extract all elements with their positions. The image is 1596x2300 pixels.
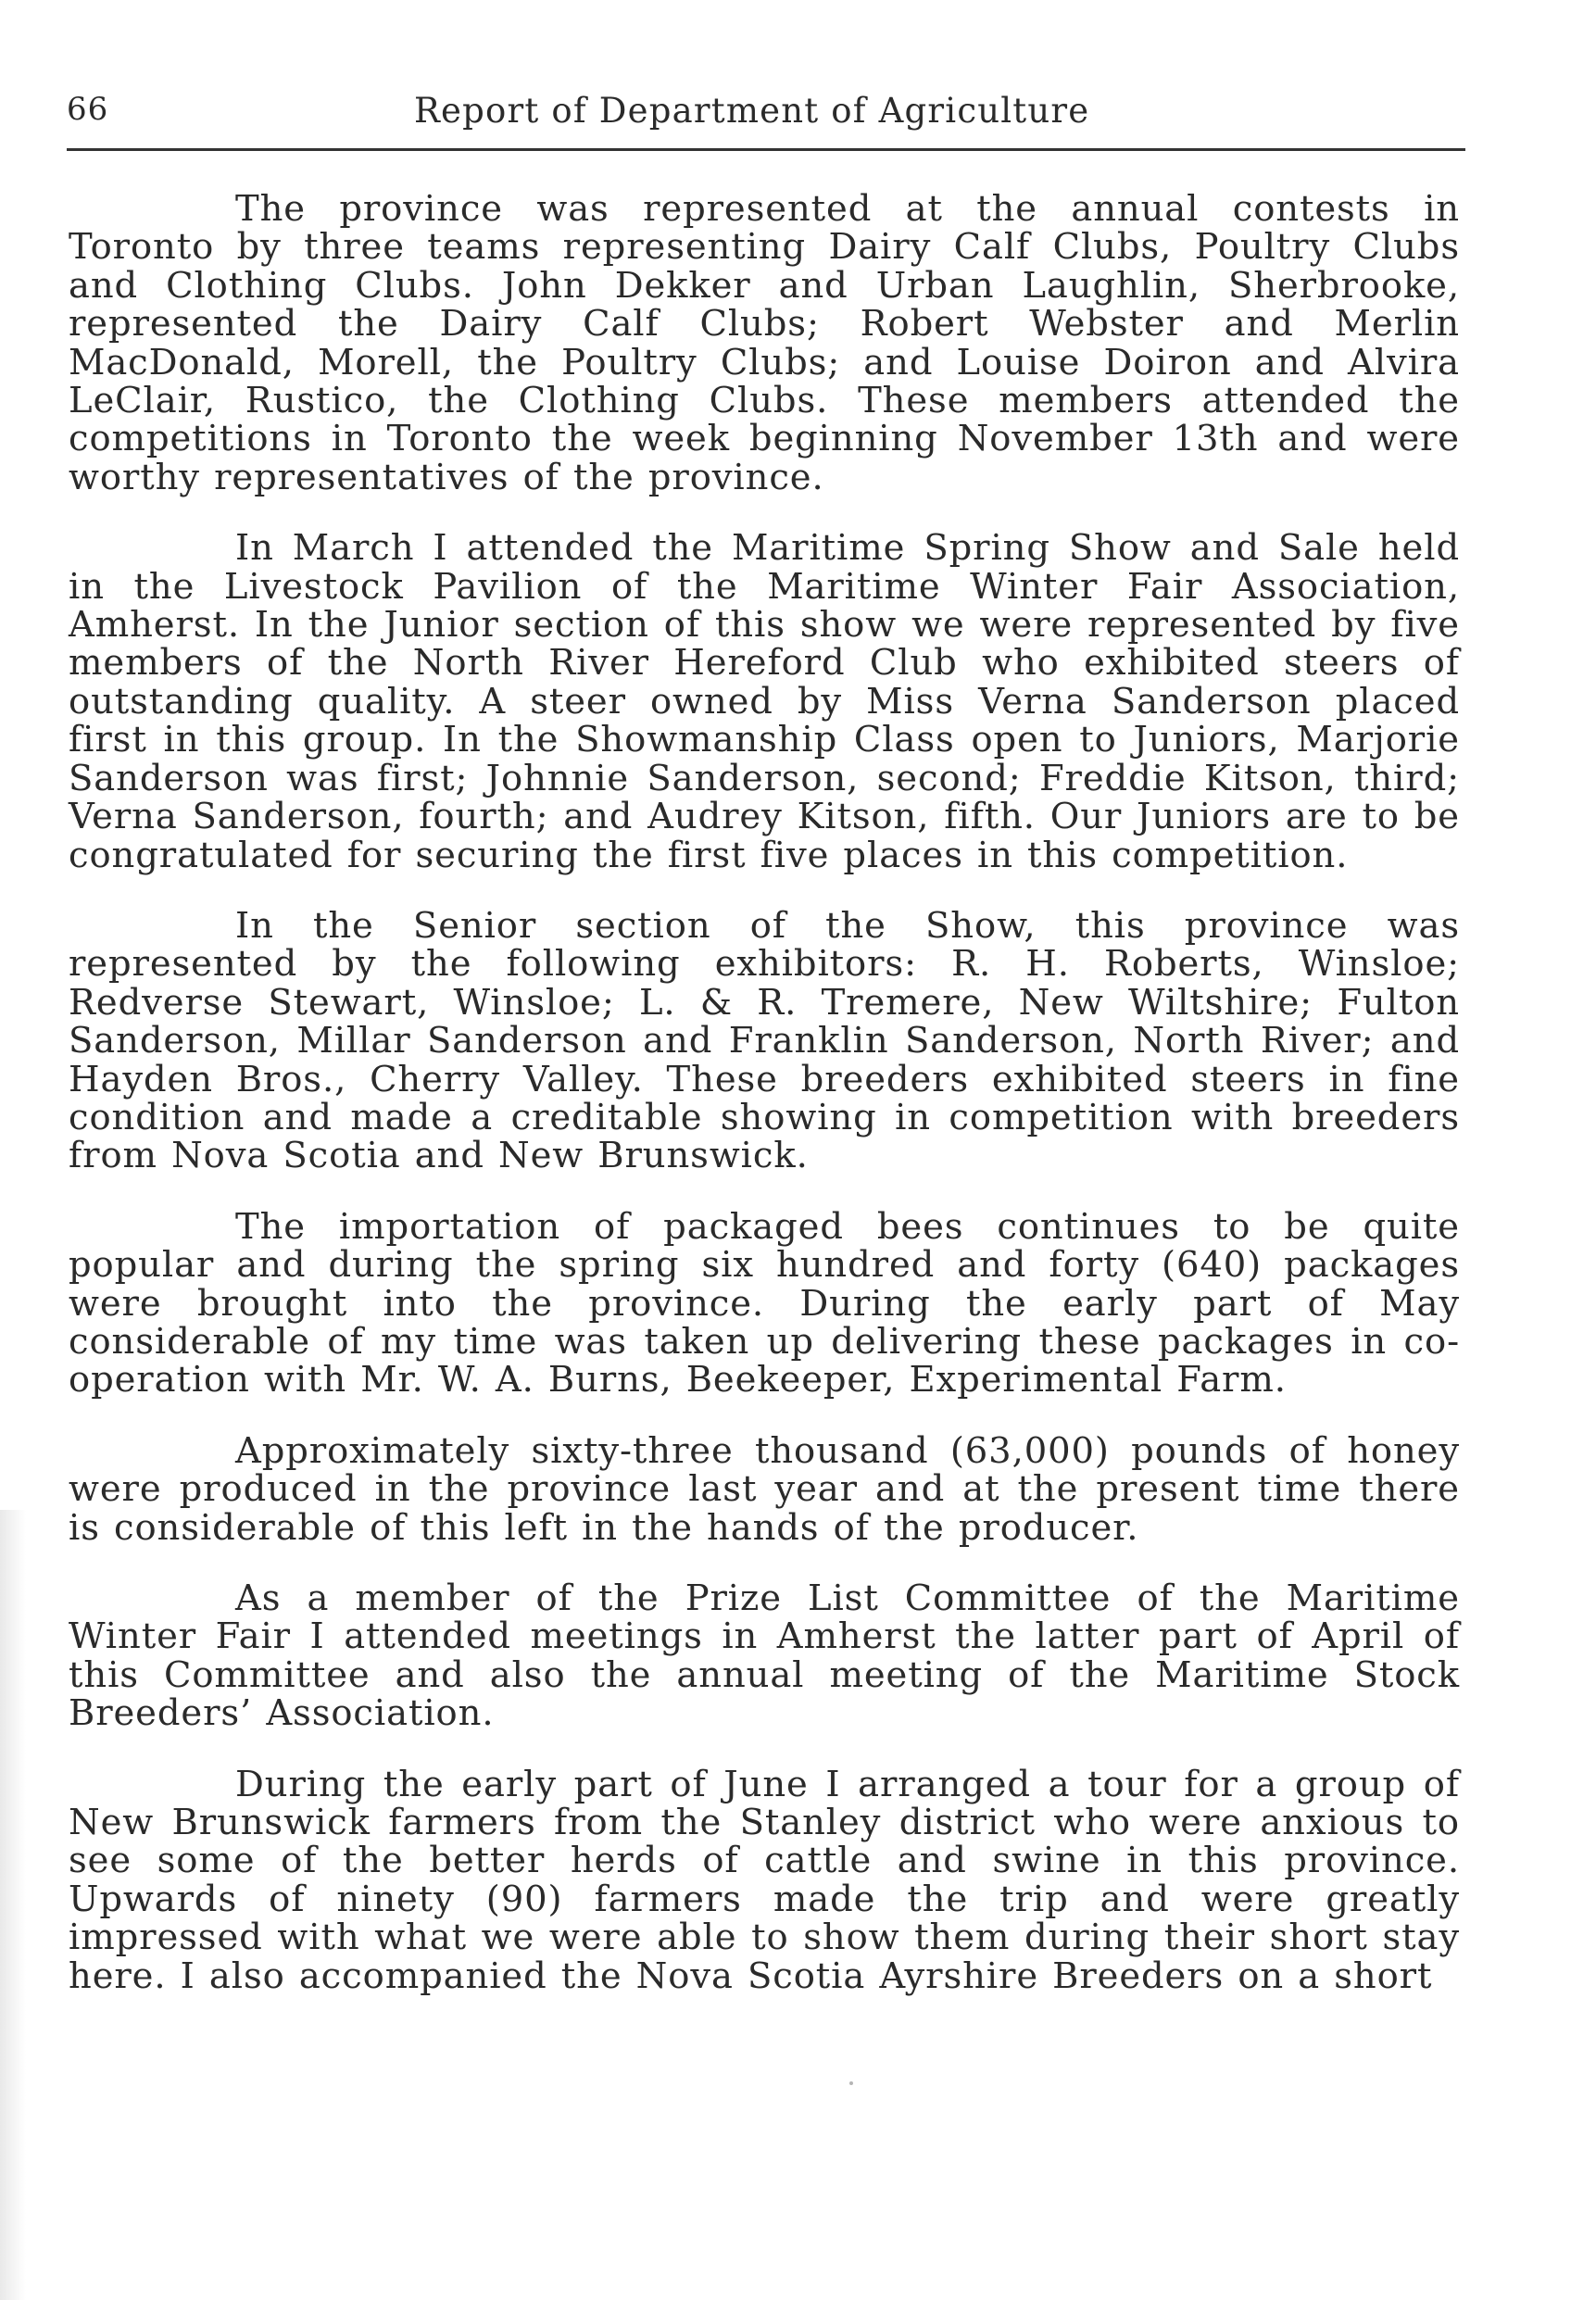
scan-speck <box>849 2081 853 2085</box>
page-number: 66 <box>67 91 109 128</box>
body-text <box>69 190 1460 1995</box>
paragraph-contests: The province was represented at the annual contests in Toronto by three teams representing Dairy Calf Clubs, Poultry Clubs and Clothing Clubs. John Dekker and Urban Laughlin, Sherbrooke, represented the Dairy Calf Clubs; Robert Webster and Merlin MacDonald, Morell, the Poultry Clubs; and Louise Doiron and Alvira LeClair, Rustico, the Clothing Clubs. These members attended the competitions in Toronto the week beginning November 13th and were worthy representatives of the province. <box>69 188 1460 498</box>
paragraph-prize-list: As a member of the Prize List Committee of the Maritime Winter Fair I attended meetings in Amherst the latter part of April of this Committee and also the annual meeting of the Maritime Stock Breeders’ Association. <box>69 1577 1460 1735</box>
running-title: Report of Department of Agriculture <box>414 91 1090 131</box>
header-rule <box>67 148 1465 151</box>
paragraph-packaged-bees: The importation of packaged bees continues to be quite popular and during the spring six hundred and forty (640) packages were brought into the province. During the early part of May considerable of my time was taken up delivering these packages in co-operation with Mr. W. A. Burns, Beekeeper, Experimental Farm. <box>69 1205 1460 1401</box>
scan-edge-shadow <box>0 1510 26 2300</box>
paragraph-spring-show: In March I attended the Maritime Spring Show and Sale held in the Livestock Pavilion of the Maritime Winter Fair Association, Amherst. In the Junior section of this show we were represented by five members of the North River Hereford Club who exhibited steers of outstanding quality. A steer owned by Miss Verna Sanderson placed first in this group. In the Showmanship Class open to Juniors, Marjorie Sanderson was first; Johnnie Sanderson, second; Freddie Kitson, third; Verna Sanderson, fourth; and Audrey Kitson, fifth. Our Juniors are to be congratulated for securing the first five places in this competition. <box>69 527 1460 876</box>
paragraph-honey: Approximately sixty-three thousand (63,000) pounds of honey were produced in the province last year and at the present time there is considerable of this left in the hands of the producer. <box>69 1429 1460 1549</box>
paragraph-senior-section: In the Senior section of the Show, this province was represented by the following exhibitors: R. H. Roberts, Winsloe; Redverse Stewart, Winsloe; L. & R. Tremere, New Wiltshire; Fulton Sanderson, Millar Sanderson and Franklin Sanderson, North River; and Hayden Bros., Cherry Valley. These breeders exhibited steers in fine condition and made a creditable showing in competition with breeders from Nova Scotia and New Brunswick. <box>69 904 1460 1177</box>
page-header <box>67 91 1465 165</box>
paragraph-june-tour: During the early part of June I arranged a tour for a group of New Brunswick farmers from the Stanley district who were anxious to see some of the better herds of cattle and swine in this province. Upwards of ninety (90) farmers made the trip and were greatly impressed with what we were able to show them during their short stay here. I also accompanied the Nova Scotia Ayrshire Breeders on a short <box>69 1763 1460 1997</box>
